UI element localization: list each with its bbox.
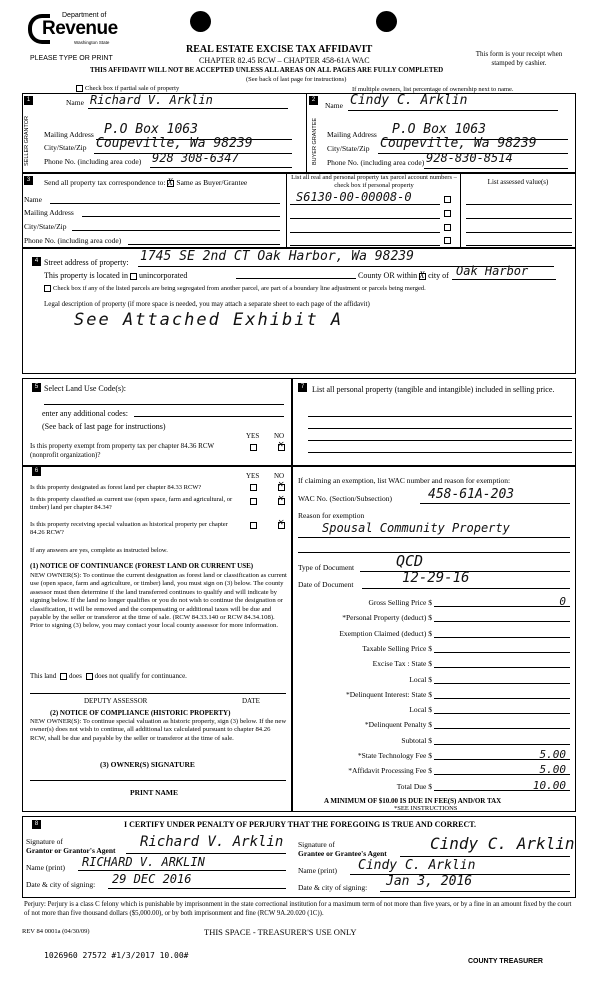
section-7-number: 7	[298, 383, 307, 392]
see-back-land-use: (See back of last page for instructions)	[42, 422, 166, 431]
grantee-date-label: Date & city of signing:	[298, 883, 368, 892]
doc-type-label: Type of Document	[298, 563, 355, 572]
tax-line-underline	[434, 606, 570, 607]
county-row	[358, 271, 449, 280]
tax-line-underline	[434, 667, 570, 668]
grantor-signature[interactable]: Richard V. Arklin	[140, 834, 284, 850]
seller-side-label: SELLER GRANTOR	[24, 115, 30, 167]
street-address[interactable]: 1745 SE 2nd CT Oak Harbor, Wa 98239	[140, 249, 414, 264]
tax-line-label: Local $	[409, 705, 432, 715]
segregated-checkbox[interactable]	[44, 285, 51, 292]
wac-number[interactable]: 458-61A-203	[428, 487, 515, 502]
qualify-label: qualify for continuance.	[119, 672, 187, 680]
corr-name-label: Name	[24, 195, 42, 204]
land-use-label: Select Land Use Code(s):	[44, 384, 126, 393]
grantee-print-name[interactable]: Cindy C. Arklin	[358, 858, 476, 873]
form-warning: THIS AFFIDAVIT WILL NOT BE ACCEPTED UNLESS ALL AREAS ON ALL PAGES ARE FULLY COMPLETED	[90, 66, 444, 74]
seller-phone-label: Phone No. (including area code)	[44, 157, 142, 166]
section-2-number: 2	[309, 96, 318, 105]
tax-line-underline	[434, 790, 570, 791]
tax-line-label: Subtotal $	[401, 735, 432, 745]
doc-date-label: Date of Document	[298, 580, 354, 589]
corr-city-label: City/State/Zip	[24, 222, 67, 231]
agency-name: Revenue	[42, 18, 118, 39]
segregated-label: Check box if any of the listed parcels are being segregated from another parcel, are part of a boundary line adjustment or parcels being merged.	[53, 285, 426, 292]
owner-signature-title: (3) OWNER(S) SIGNATURE	[100, 760, 195, 769]
doc-date[interactable]: 12-29-16	[402, 570, 470, 586]
tax-line-underline	[434, 713, 570, 714]
city-checkbox[interactable]: X	[419, 269, 425, 280]
buyer-city-label: City/State/Zip	[327, 144, 370, 153]
form-chapter: CHAPTER 82.45 RCW – CHAPTER 458-61A WAC	[199, 56, 370, 65]
tax-line-label: Exemption Claimed (deduct) $	[339, 628, 432, 638]
property-city[interactable]: Oak Harbor	[456, 264, 529, 278]
section-6-number: 6	[32, 467, 41, 476]
historic-no-checkbox[interactable]: ✕	[277, 517, 284, 528]
forest-question: Is this property designated as forest land per chapter 84.33 RCW?	[30, 484, 202, 491]
buyer-mail-label: Mailing Address	[327, 130, 377, 139]
exemption-claim-label: If claiming an exemption, list WAC number and reason for exemption:	[298, 476, 511, 485]
exempt-no-checkbox[interactable]: ✕	[277, 439, 284, 450]
personal-property-label: List all personal property (tangible and intangible) included in selling price.	[312, 385, 555, 394]
form-title: REAL ESTATE EXCISE TAX AFFIDAVIT	[186, 44, 373, 55]
grantor-print-name[interactable]: RICHARD V. ARKLIN	[82, 855, 205, 869]
agency-line1: Department of	[62, 12, 107, 19]
send-correspondence-label: Send all property tax correspondence to:	[44, 178, 166, 187]
forest-yes-checkbox[interactable]	[250, 484, 257, 491]
deputy-assessor-label: DEPUTY ASSESSOR	[84, 697, 148, 705]
treasurer-space-label: THIS SPACE - TREASURER'S USE ONLY	[204, 927, 357, 937]
tax-line-underline	[434, 698, 570, 699]
tax-line-underline	[434, 774, 570, 775]
personal-property-checkbox-2[interactable]	[444, 210, 451, 217]
type-print-note: PLEASE TYPE OR PRINT	[30, 55, 113, 62]
tax-line-underline	[434, 683, 570, 684]
county-treasurer-label: COUNTY TREASURER	[468, 958, 543, 965]
tax-line-label: *Personal Property (deduct) $	[342, 613, 432, 623]
current-use-question: Is this property classified as current use (open space, farm and agricultural, or timber) land per chapter 84.34?	[30, 496, 233, 511]
legal-label: Legal description of property (if more space is needed, you may attach a separate sheet to each page of the affidavit)	[44, 300, 370, 308]
seller-city-label: City/State/Zip	[44, 143, 87, 152]
grantee-sig-label1: Signature of	[298, 840, 335, 849]
notice-continuance-text: NEW OWNER(S): To continue the current designation as forest land or classification as current use (open space, farm and agriculture, or timber) land, you must sign on (3) below. The county assessor must then determine if the land transferred continues to qualify and will indicate by signing below. If the land no longer qualifies or you do not wish to continue the designation or classification, it will be removed and the compensating or additional taxes will be due and payable by the seller or transferor at the time of sale. (RCW 84.33.140 or RCW 84.34.108). Prior to signing (3) below, you may contact your local county assessor for more information.	[30, 572, 287, 630]
agency-sub: Washington State	[74, 40, 110, 45]
if-yes-note: If any answers are yes, complete as instructed below.	[30, 547, 168, 554]
doc-type[interactable]: QCD	[396, 552, 424, 570]
grantee-signature[interactable]: Cindy C. Arklin	[430, 834, 575, 853]
grantee-date[interactable]: Jan 3, 2016	[386, 874, 473, 889]
tax-line-label: *Delinquent Interest: State $	[345, 689, 432, 699]
does-not-label: does not	[94, 672, 119, 680]
historic-question: Is this property receiving special valuation as historical property per chapter 84.26 RCW?	[30, 521, 228, 536]
historic-yes-checkbox[interactable]	[250, 522, 257, 529]
minimum-due-note: A MINIMUM OF $10.00 IS DUE IN FEE(S) AND/OR TAX	[324, 797, 502, 805]
partial-sale-checkbox[interactable]	[76, 85, 83, 92]
parcel-number[interactable]: S6130-00-00008-0	[296, 190, 412, 204]
this-land-label: This land	[30, 672, 57, 680]
certify-statement: I CERTIFY UNDER PENALTY OF PERJURY THAT THE FOREGOING IS TRUE AND CORRECT.	[124, 820, 477, 829]
tax-line-label: *Delinquent Penalty $	[364, 720, 432, 730]
tax-line-value[interactable]: 0	[559, 595, 566, 608]
tax-line-underline	[434, 652, 570, 653]
same-as-buyer-label: Same as Buyer/Grantee	[176, 178, 248, 187]
buyer-name-label: Name	[325, 101, 343, 110]
perjury-statement: Perjury: Perjury is a class C felony which is punishable by imprisonment in the state correctional institution for a maximum term of not more than five years, or by a fine in an amount fixed by the court of not more than five thousand dollars ($5,000.00), or by both imprisonment and fine (RCW 9A.20.020 (1C)).	[24, 901, 572, 917]
tax-line-underline	[434, 759, 570, 760]
current-use-yes-checkbox[interactable]	[250, 498, 257, 505]
partial-sale-row	[74, 85, 179, 92]
personal-property-checkbox-4[interactable]	[444, 237, 451, 244]
buyer-mail[interactable]: P.O Box 1063	[392, 122, 486, 137]
section-5-number: 5	[32, 383, 41, 392]
tax-line-label: Local $	[409, 674, 432, 684]
punch-hole-left	[190, 11, 211, 32]
revision-code: REV 84 0001a (04/30/09)	[22, 928, 90, 935]
grantor-sig-label2: Grantor or Grantor's Agent	[26, 846, 116, 855]
grantor-date-label: Date & city of signing:	[26, 880, 96, 889]
location-row	[44, 271, 187, 280]
tax-line-label: Total Due $	[396, 781, 432, 791]
personal-property-checkbox-3[interactable]	[444, 224, 451, 231]
forest-no-checkbox[interactable]: ✕	[277, 479, 284, 490]
tax-line-value[interactable]: 5.00	[539, 748, 566, 761]
seller-name-label: Name	[66, 98, 84, 107]
section-3-number: 3	[24, 176, 33, 185]
notice-continuance-title: (1) NOTICE OF CONTINUANCE (FOREST LAND OR CURRENT USE)	[30, 562, 254, 570]
partial-sale-label: Check box if partial sale of property	[85, 85, 180, 92]
sec6-no-header: NO	[274, 472, 285, 480]
grantee-sig-label2: Grantee or Grantee's Agent	[298, 849, 387, 858]
assessed-header: List assessed value(s)	[487, 178, 549, 186]
grantor-date[interactable]: 29 DEC 2016	[112, 872, 192, 886]
tax-line-label: Gross Selling Price $	[368, 598, 432, 607]
print-name-label: PRINT NAME	[130, 788, 178, 797]
does-label: does	[69, 672, 82, 680]
grantor-name-label: Name (print)	[26, 863, 65, 872]
buyer-side-label: BUYER GRANTEE	[312, 117, 318, 165]
treasurer-receipt-stamp: 1026960 27572 #1/3/2017 10.00#	[44, 951, 189, 960]
exempt-question: Is this property exempt from property tax per chapter 84.36 RCW (nonprofit organization)?	[30, 442, 214, 459]
personal-property-checkbox-1[interactable]	[444, 196, 451, 203]
notice-compliance-text: NEW OWNER(S): To continue special valuation as historic property, sign (3) below. If the new owner(s) does not wish to continue, all additional tax calculated pursuant to chapter 84.26 RCW, shall be due and payable by the seller or transferor at the time of sale.	[30, 718, 287, 742]
tax-line-label: *Affidavit Processing Fee $	[348, 766, 432, 776]
seller-mail-label: Mailing Address	[44, 130, 94, 139]
located-prefix: This property is located in	[44, 271, 128, 280]
unincorporated-checkbox[interactable]	[130, 273, 137, 280]
seller-mail[interactable]: P.O Box 1063	[104, 122, 198, 137]
legal-description[interactable]: See Attached Exhibit A	[74, 310, 344, 330]
exemption-reason[interactable]: Spousal Community Property	[322, 521, 510, 535]
current-use-no-checkbox[interactable]: ✕	[277, 493, 284, 504]
tax-line-value[interactable]: 5.00	[539, 763, 566, 777]
tax-line-underline	[434, 637, 570, 638]
does-checkbox[interactable]	[60, 673, 67, 680]
sec6-yes-header: YES	[246, 472, 260, 480]
tax-line-underline	[434, 744, 570, 745]
section-1-number: 1	[24, 96, 33, 105]
does-not-checkbox[interactable]	[86, 673, 93, 680]
seller-city[interactable]: Coupeville, Wa 98239	[96, 136, 253, 151]
tax-line-underline	[434, 621, 570, 622]
street-label: Street address of property:	[44, 258, 129, 267]
same-as-buyer-checkbox[interactable]: X	[167, 176, 173, 187]
this-land-row	[30, 672, 187, 680]
sec5-no-header: NO	[274, 432, 285, 440]
city-of-label: city of	[428, 271, 449, 280]
sec5-yes-header: YES	[246, 432, 260, 440]
exempt-yes-checkbox[interactable]	[250, 444, 257, 451]
deputy-date-label: DATE	[242, 697, 260, 705]
corr-mail-label: Mailing Address	[24, 208, 74, 217]
county-label: County OR within	[358, 271, 418, 280]
see-instructions-note: *SEE INSTRUCTIONS	[394, 805, 458, 812]
wac-label: WAC No. (Section/Subsection)	[298, 494, 392, 503]
tax-line-label: Excise Tax : State $	[372, 659, 432, 669]
parcel-header: List all real and personal property tax parcel account numbers – check box if personal property	[291, 174, 457, 189]
section-4-number: 4	[32, 257, 41, 266]
dor-logo	[28, 12, 118, 52]
punch-hole-right	[376, 11, 397, 32]
corr-phone-label: Phone No. (including area code)	[24, 236, 122, 245]
unincorporated-label: unincorporated	[138, 271, 188, 280]
buyer-phone-label: Phone No. (including area code)	[327, 158, 425, 167]
grantor-sig-label1: Signature of	[26, 837, 63, 846]
additional-codes-label: enter any additional codes:	[42, 409, 128, 418]
reason-label: Reason for exemption	[298, 511, 365, 520]
multiple-owners-note: If multiple owners, list percentage of ownership next to name.	[352, 86, 514, 93]
receipt-note: This form is your receipt when stamped by cashier.	[475, 50, 563, 67]
segregated-row	[42, 285, 426, 292]
tax-line-value[interactable]: 10.00	[532, 778, 566, 792]
buyer-phone[interactable]: 928-830-8514	[426, 151, 513, 165]
tax-line-label: Taxable Selling Price $	[362, 643, 432, 653]
buyer-name[interactable]: Cindy C. Arklin	[350, 93, 468, 108]
see-back-note: (See back of last page for instructions)	[246, 76, 347, 83]
tax-line-label: *State Technology Fee $	[357, 751, 432, 760]
seller-name[interactable]: Richard V. Arklin	[90, 93, 213, 107]
section-8-number: 8	[32, 820, 41, 829]
seller-phone[interactable]: 928 308-6347	[152, 151, 239, 165]
grantee-name-label: Name (print)	[298, 866, 337, 875]
send-correspondence-row	[44, 178, 247, 187]
notice-compliance-title: (2) NOTICE OF COMPLIANCE (HISTORIC PROPERTY)	[50, 709, 231, 717]
buyer-city[interactable]: Coupeville, Wa 98239	[380, 136, 537, 151]
tax-line-underline	[434, 728, 570, 729]
